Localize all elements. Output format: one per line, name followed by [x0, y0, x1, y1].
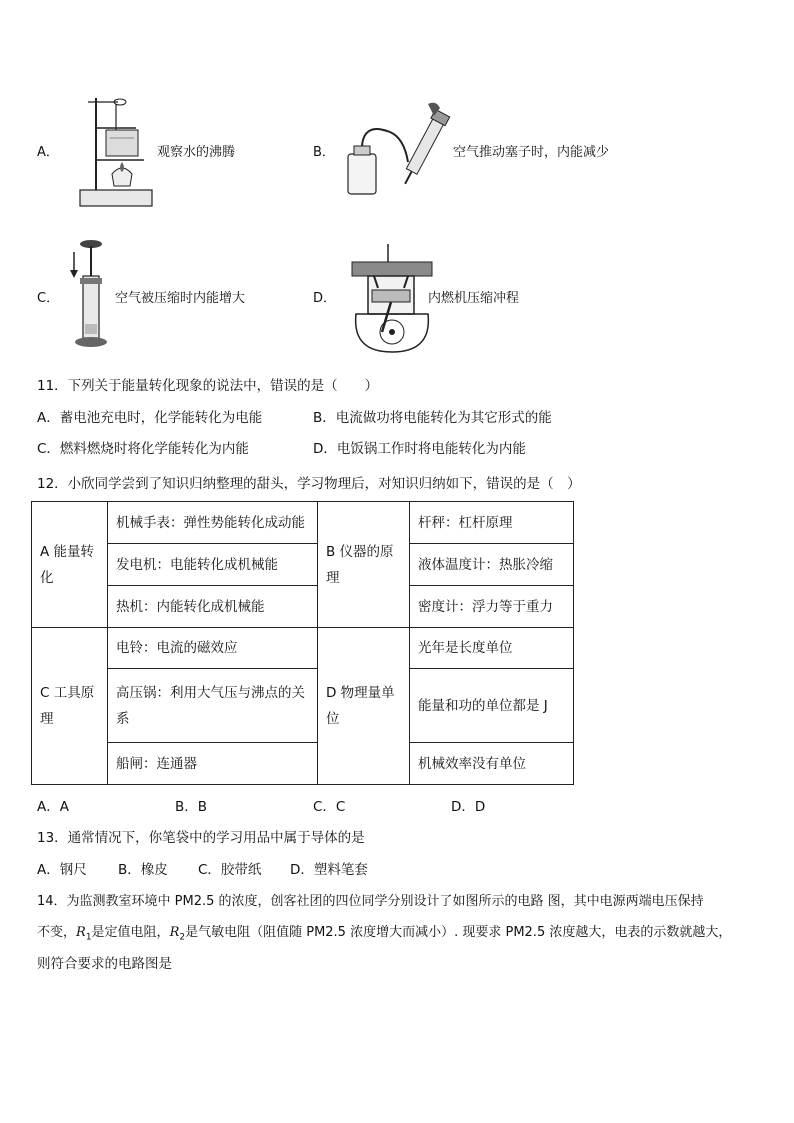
- table-head-c: C 工具原理: [32, 628, 108, 785]
- table-cell: 液体温度计：热胀冷缩: [410, 544, 574, 586]
- r1-symbol: R: [76, 925, 86, 940]
- option-d-caption: 内燃机压缩冲程: [428, 291, 520, 306]
- q14-line-1: 14．为监测教室环境中 PM2.5 的浓度，创客社团的四位同学分别设计了如图所示的电路 图，其中电源两端电压保持: [37, 894, 704, 909]
- q12-option-a: A．A: [37, 799, 69, 815]
- q11-option-b: B．电流做功将电能转化为其它形式的能: [313, 410, 552, 426]
- r2-symbol: R: [169, 925, 180, 940]
- q13-stem: 13．通常情况下，你笔袋中的学习用品中属于导体的是: [37, 830, 365, 846]
- table-cell: 能量和功的单位都是 J: [410, 669, 574, 743]
- table-head-a: A 能量转化: [32, 502, 108, 628]
- table-head-b: B 仪器的原理: [318, 502, 410, 628]
- table-cell: 电铃：电流的磁效应: [108, 628, 318, 669]
- q11-option-c: C．燃料燃烧时将化学能转化为内能: [37, 441, 249, 457]
- q13-option-a: A．钢尺: [37, 862, 87, 878]
- air-pump-bottle-icon: [344, 102, 454, 198]
- q12-option-c: C．C: [313, 799, 346, 815]
- q14-line-3: 则符合要求的电路图是: [37, 956, 172, 972]
- q11-stem: 11．下列关于能量转化现象的说法中，错误的是（ ）: [37, 378, 379, 394]
- q12-option-d: D．D: [451, 799, 486, 815]
- boiling-water-apparatus-icon: [78, 92, 158, 210]
- compression-cylinder-icon: [66, 238, 116, 350]
- option-c-caption: 空气被压缩时内能增大: [115, 291, 246, 306]
- q12-stem: 12．小欣同学尝到了知识归纳整理的甜头，学习物理后，对知识归纳如下，错误的是（ ）: [37, 476, 581, 492]
- table-cell: 杆秤：杠杆原理: [410, 502, 574, 544]
- table-cell: 密度计：浮力等于重力: [410, 586, 574, 628]
- option-b-caption: 空气推动塞子时，内能减少: [453, 145, 610, 160]
- engine-cylinder-icon: [348, 240, 436, 356]
- q13-option-b: B．橡皮: [118, 862, 168, 878]
- q12-option-b: B．B: [175, 799, 208, 815]
- knowledge-table: [31, 501, 574, 785]
- option-a-letter: A．: [37, 145, 59, 160]
- option-c-letter: C．: [37, 291, 60, 306]
- table-cell: 热机：内能转化成机械能: [108, 586, 318, 628]
- q13-option-d: D．塑料笔套: [290, 862, 368, 878]
- table-cell: 机械手表：弹性势能转化成动能: [108, 502, 318, 544]
- table-cell: 发电机：电能转化成机械能: [108, 544, 318, 586]
- table-cell: 船闸：连通器: [108, 743, 318, 785]
- q14-line-2: 不变，$R_1$是定值电阻，$R_2$是气敏电阻（阻值随 PM2.5 浓度增大而减小）. 现要求 PM2.5 浓度越大，电表的示数就越大，: [37, 925, 732, 943]
- q13-option-c: C．胶带纸: [198, 862, 262, 878]
- table-cell: 光年是长度单位: [410, 628, 574, 669]
- option-d-letter: D．: [313, 291, 337, 306]
- table-head-d: D 物理量单位: [318, 628, 410, 785]
- q11-option-d: D．电饭锅工作时将电能转化为内能: [313, 441, 526, 457]
- table-cell: 高压锅：利用大气压与沸点的关系: [108, 669, 318, 743]
- q11-option-a: A．蓄电池充电时，化学能转化为电能: [37, 410, 263, 426]
- option-b-letter: B．: [313, 145, 335, 160]
- option-a-caption: 观察水的沸腾: [157, 145, 236, 160]
- table-cell: 机械效率没有单位: [410, 743, 574, 785]
